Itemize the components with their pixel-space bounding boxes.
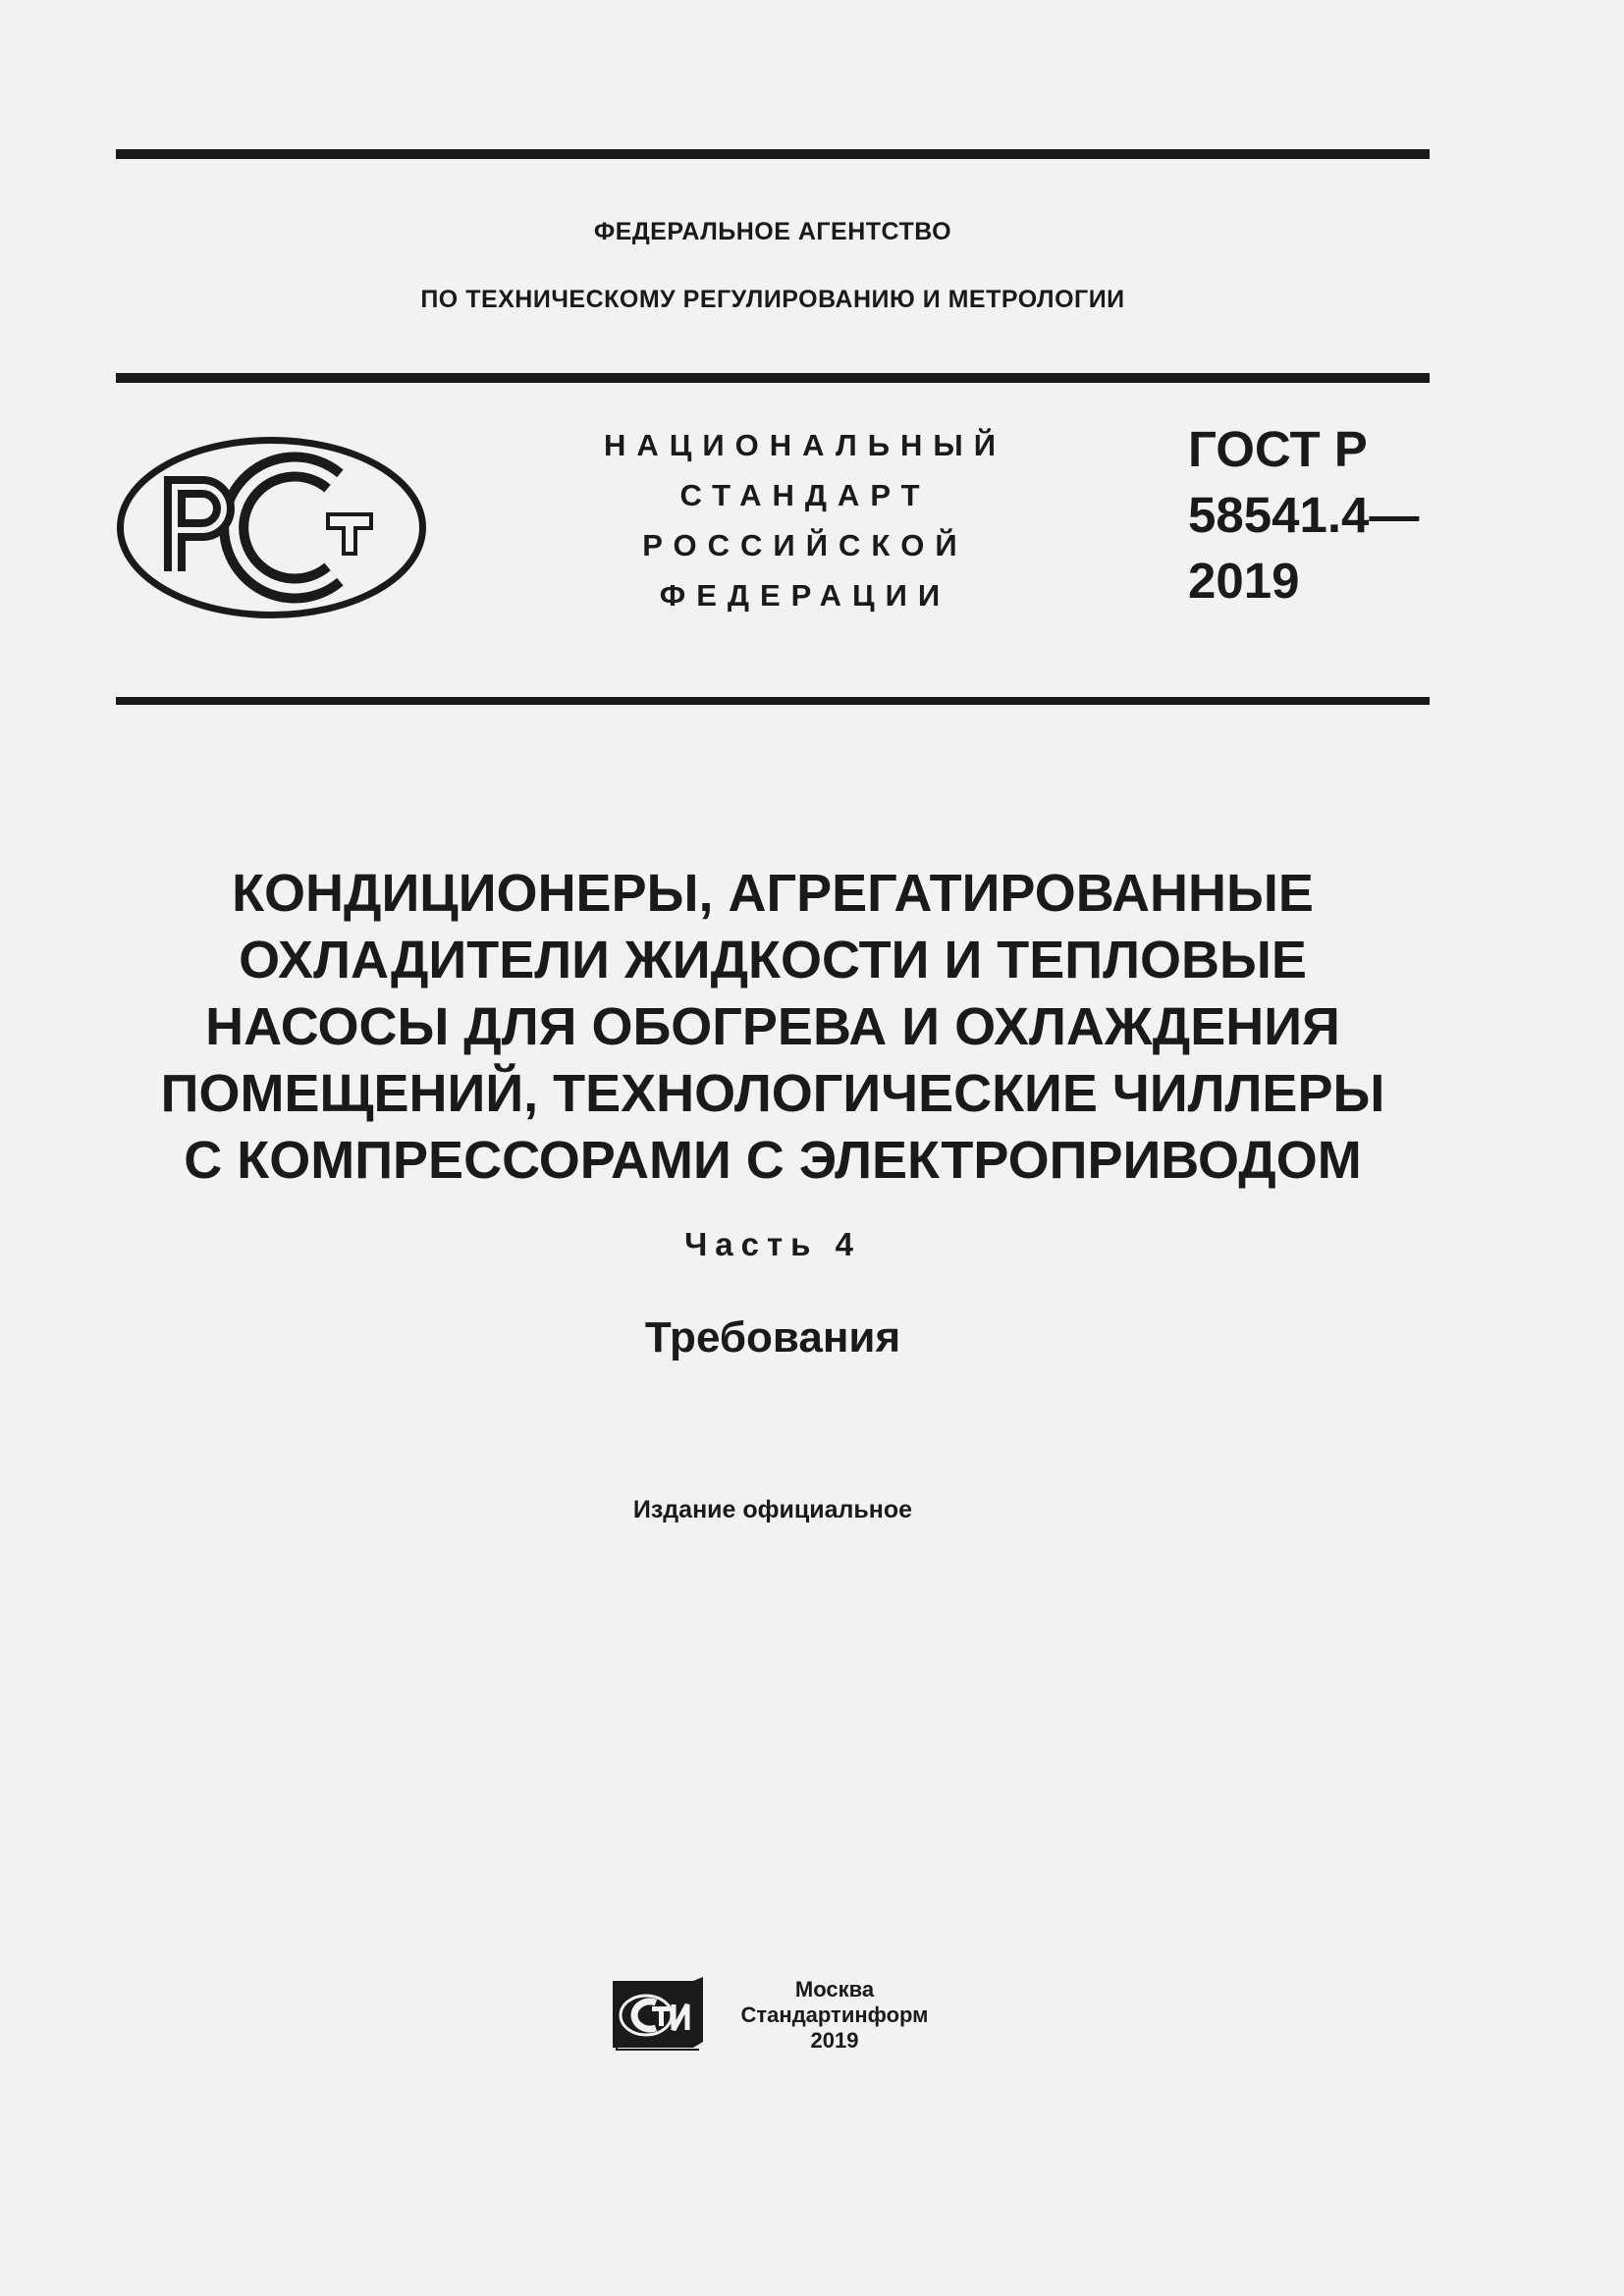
title-line: ОХЛАДИТЕЛИ ЖИДКОСТИ И ТЕПЛОВЫЕ [239,931,1307,989]
header-rule [116,373,1430,383]
publisher-city: Москва [794,1977,875,2002]
document-subtitle: Требования [644,1313,901,1362]
title-line: ПОМЕЩЕНИЙ, ТЕХНОЛОГИЧЕСКИЕ ЧИЛЛЕРЫ [160,1064,1385,1123]
national-standard-line: НАЦИОНАЛЬНЫЙ [603,428,1007,462]
publisher-imprint [727,1977,943,2054]
title-line: НАСОСЫ ДЛЯ ОБОГРЕВА И ОХЛАЖДЕНИЯ [205,997,1340,1056]
title-line: С КОМПРЕССОРАМИ С ЭЛЕКТРОПРИВОДОМ [184,1131,1362,1190]
national-standard-line: РОССИЙСКОЙ [642,528,968,562]
edition-label: Издание официальное [632,1496,913,1523]
publisher-year: 2019 [810,2028,859,2053]
part-number: Часть 4 [684,1226,861,1262]
designation-line-3: 2019 [1188,553,1300,609]
publisher-name: Стандартинформ [740,2002,929,2027]
rst-emblem-icon [116,436,427,619]
document-title [0,860,1545,1194]
title-line: КОНДИЦИОНЕРЫ, АГРЕГАТИРОВАННЫЕ [232,864,1314,923]
designation-line-1: ГОСТ Р [1188,421,1368,477]
agency-line-1: ФЕДЕРАЛЬНОЕ АГЕНТСТВО [593,218,952,245]
national-standard-label [550,420,1060,620]
standartinform-logo-icon [611,1977,705,2052]
national-standard-line: ФЕДЕРАЦИИ [659,578,951,613]
top-rule [116,149,1430,159]
national-standard-line: СТАНДАРТ [679,478,931,512]
standard-designation [1188,416,1419,614]
header-bottom-rule [116,697,1430,705]
agency-line-2: ПО ТЕХНИЧЕСКОМУ РЕГУЛИРОВАНИЮ И МЕТРОЛОГИИ [420,286,1125,313]
designation-line-2: 58541.4— [1188,487,1420,543]
